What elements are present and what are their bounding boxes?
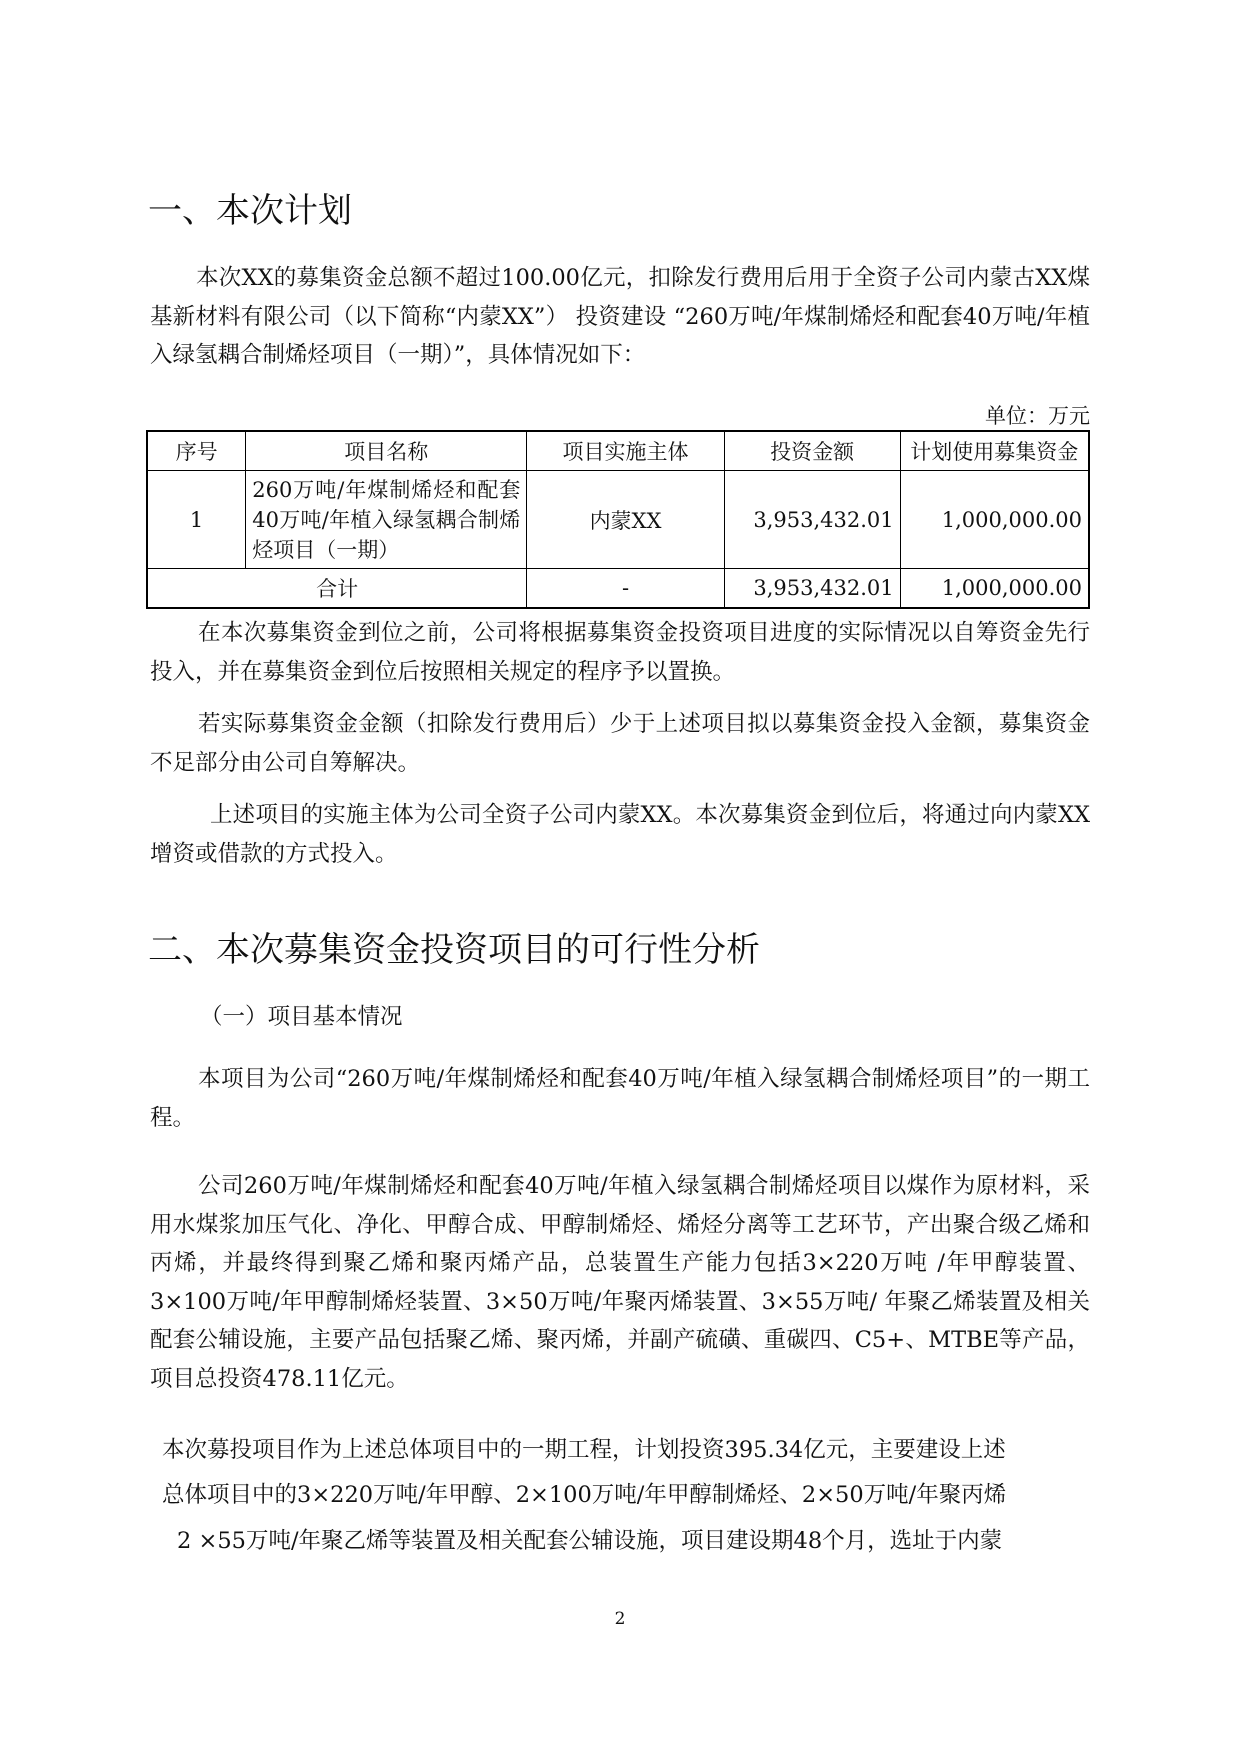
table-total-row (147, 569, 1089, 609)
phase-one-line-3: 2 ×55万吨/年聚乙烯等装置及相关配套公辅设施，项目建设期48个月，选址于内蒙 (177, 1528, 1003, 1554)
fund-use-table (146, 430, 1090, 609)
cell-project-name: 260万吨/年煤制烯烃和配套40万吨/年植入绿氢耦合制烯烃项目（一期） (246, 471, 527, 569)
header-project-name: 项目名称 (246, 431, 527, 471)
header-no: 序号 (147, 431, 246, 471)
cell-no: 1 (147, 471, 246, 569)
cell-investment: 3,953,432.01 (724, 471, 900, 569)
cell-entity: 内蒙XX (527, 471, 724, 569)
table-header-row (147, 431, 1089, 471)
phase-one-line-1: 本次募投项目作为上述总体项目中的一期工程，计划投资395.34亿元，主要建设上述 (162, 1437, 1006, 1463)
total-label: 合计 (147, 569, 527, 609)
page-number: 2 (614, 1609, 626, 1629)
phase-one-line-2: 总体项目中的3×220万吨/年甲醇、2×100万吨/年甲醇制烯烃、2×50万吨/年聚丙烯 (162, 1482, 1007, 1508)
project-intro-paragraph: 本项目为公司“260万吨/年煤制烯烃和配套40万吨/年植入绿氢耦合制烯烃项目”的一期工程。 (150, 1066, 1090, 1131)
shortfall-paragraph: 若实际募集资金金额（扣除发行费用后）少于上述项目拟以募集资金投入金额，募集资金不足部分由公司自筹解决。 (150, 711, 1090, 776)
table-row (147, 471, 1089, 569)
intro-paragraph: 本次XX的募集资金总额不超过100.00亿元，扣除发行费用后用于全资子公司内蒙古XX煤基新材料有限公司（以下简称“内蒙XX”） 投资建设 “260万吨/年煤制烯烃和配套40万吨/年植入绿氢耦合制烯烃项目（一期）”，具体情况如下： (150, 265, 1090, 368)
cell-raised-funds: 1,000,000.00 (900, 471, 1089, 569)
total-entity: - (527, 569, 724, 609)
section-1-heading: 一、本次计划 (148, 191, 352, 231)
unit-label: 单位：万元 (985, 404, 1090, 428)
header-raised-funds: 计划使用募集资金 (900, 431, 1089, 471)
header-investment: 投资金额 (724, 431, 900, 471)
total-investment: 3,953,432.01 (724, 569, 900, 609)
implementation-paragraph: 上述项目的实施主体为公司全资子公司内蒙XX。本次募集资金到位后，将通过向内蒙XX增资或借款的方式投入。 (150, 802, 1090, 867)
subsection-heading: （一）项目基本情况 (200, 1004, 403, 1030)
section-2-heading: 二、本次募集资金投资项目的可行性分析 (148, 930, 760, 970)
total-raised-funds: 1,000,000.00 (900, 569, 1089, 609)
project-overview-paragraph: 公司260万吨/年煤制烯烃和配套40万吨/年植入绿氢耦合制烯烃项目以煤作为原材料，采用水煤浆加压气化、净化、甲醇合成、甲醇制烯烃、烯烃分离等工艺环节，产出聚合级乙烯和丙烯，并最终得到聚乙烯和聚丙烯产品，总装置生产能力包括3×220万吨 /年甲醇装置、3×100万吨/年甲醇制烯烃装置、3×50万吨/年聚丙烯装置、3×55万吨/ 年聚乙烯装置及相关配套公辅设施，主要产品包括聚乙烯、聚丙烯，并副产硫磺、重碳四、C5+、MTBE等产品，项目总投资478.11亿元。 (150, 1173, 1090, 1392)
pre-funding-paragraph: 在本次募集资金到位之前，公司将根据募集资金投资项目进度的实际情况以自筹资金先行投入，并在募集资金到位后按照相关规定的程序予以置换。 (150, 620, 1090, 685)
header-entity: 项目实施主体 (527, 431, 724, 471)
